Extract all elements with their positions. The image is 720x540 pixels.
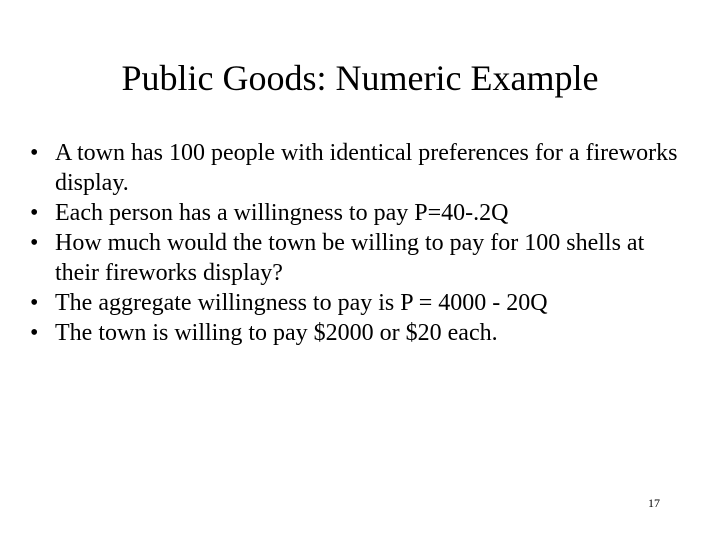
bullet-marker-icon: • <box>30 200 39 226</box>
bullet-marker-icon: • <box>30 230 39 256</box>
bullet-text: How much would the town be willing to pay for 100 shells at their fireworks display? <box>55 230 645 286</box>
bullet-text: A town has 100 people with identical preferences for a fireworks display. <box>55 140 678 196</box>
bullet-text: The aggregate willingness to pay is P = 4000 - 20Q <box>55 290 548 316</box>
bullet-item <box>30 288 690 318</box>
bullet-marker-icon: • <box>30 320 39 346</box>
bullet-item <box>30 138 690 198</box>
bullet-item <box>30 318 690 348</box>
bullet-text: The town is willing to pay $2000 or $20 each. <box>55 320 498 346</box>
bullet-marker-icon: • <box>30 290 39 316</box>
bullet-list <box>30 138 690 348</box>
page-number: 17 <box>648 496 660 510</box>
bullet-marker-icon: • <box>30 140 39 166</box>
bullet-item <box>30 228 690 288</box>
bullet-item <box>30 198 690 228</box>
bullet-text: Each person has a willingness to pay P=40-.2Q <box>55 200 509 226</box>
slide-title: Public Goods: Numeric Example <box>121 58 599 98</box>
